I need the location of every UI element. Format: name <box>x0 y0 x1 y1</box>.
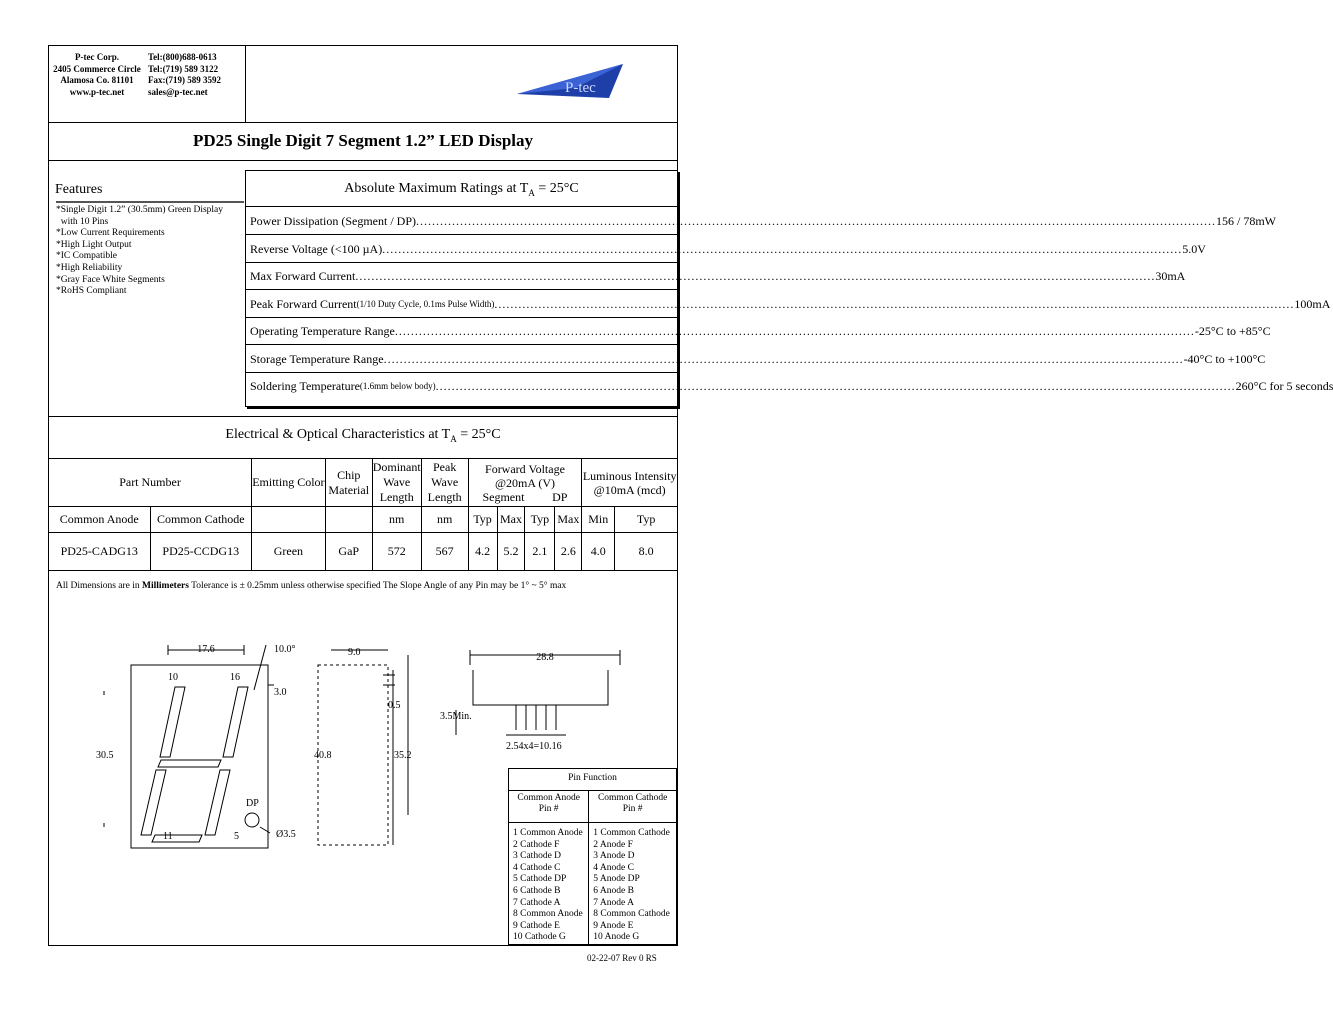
pin-anode-item: 1 Common Anode <box>513 828 583 838</box>
dim-angle: 10.0° <box>274 644 296 655</box>
eo-anode-part: PD25-CADG13 <box>49 533 151 571</box>
company-block <box>52 52 142 98</box>
eo-header-luminous <box>582 459 678 507</box>
pin-cathode-item: 5 Anode DP <box>593 874 640 885</box>
lum-condition: @10mA (mcd) <box>593 482 666 497</box>
ratings-heading-tail: = 25°C <box>534 181 579 196</box>
company-name: P-tec Corp. <box>75 52 119 62</box>
rating-value: 5.0V <box>1182 242 1206 256</box>
logo-text: P-tec <box>565 80 596 96</box>
pin-col-cathode-head <box>589 791 677 823</box>
pin-cathode-item: 3 Anode D <box>593 851 635 862</box>
dim-0-5: 0.5 <box>388 700 401 711</box>
eo-max-2: Max <box>555 507 582 533</box>
eo-max-1: Max <box>497 507 525 533</box>
rating-note: (1.6mm below body) <box>359 381 436 391</box>
rating-label: Operating Temperature Range <box>250 324 395 338</box>
rating-divider <box>245 234 678 235</box>
company-address-2: Alamosa Co. 81101 <box>60 75 134 86</box>
rating-leader-dots: ........................................................................................................................................................................................................ <box>383 352 1184 366</box>
eo-seg-typ: 4.2 <box>468 533 497 571</box>
dim-9-0: 9.0 <box>348 647 361 658</box>
rating-label: Power Dissipation (Segment / DP) <box>250 214 416 228</box>
eo-heading-sub: A <box>450 433 457 444</box>
rating-row <box>250 214 1276 229</box>
company-fax: Fax:(719) 589 3592 <box>148 75 221 86</box>
pin-cathode-list <box>589 823 677 945</box>
company-web[interactable]: www.p-tec.net <box>69 86 125 97</box>
eo-dp-typ: 2.1 <box>525 533 555 571</box>
eo-typ-1: Typ <box>468 507 497 533</box>
note-bold: Millimeters <box>142 581 189 591</box>
footer-revision: 02-22-07 Rev 0 RS <box>587 953 657 963</box>
ptec-logo <box>515 60 625 100</box>
title-rule <box>48 160 678 161</box>
note-pre: All Dimensions are in <box>56 581 143 591</box>
fv-condition: @20mA (V) <box>494 475 555 490</box>
ratings-heading-sub: A <box>528 187 535 198</box>
rating-label: Soldering Temperature <box>250 379 360 393</box>
feature-item: *High Reliability <box>56 262 123 273</box>
dim-3-5-min: 3.5Min. <box>440 711 472 722</box>
pin-cathode-item: 9 Anode E <box>593 920 634 931</box>
rating-label: Storage Temperature Range <box>250 352 384 366</box>
features-list <box>56 205 244 298</box>
eo-unit-nm-1: nm <box>372 507 421 533</box>
eo-header-emitting-color: Emitting Color <box>252 459 326 507</box>
dim-pin-11: 11 <box>163 831 173 842</box>
rating-row <box>250 269 1186 284</box>
rating-row <box>250 324 1271 339</box>
dim-pitch: 2.54x4=10.16 <box>506 741 562 752</box>
rating-leader-dots: ........................................................................................................................................................................................................ <box>355 269 1156 283</box>
rating-divider <box>245 289 678 290</box>
eo-peak-value: 567 <box>421 533 468 571</box>
rating-divider <box>245 372 678 373</box>
features-underline <box>56 201 244 203</box>
rating-divider <box>245 344 678 345</box>
rating-leader-dots: ........................................................................................................................................................................................................ <box>494 297 1295 311</box>
pin-anode-item: 4 Cathode C <box>513 862 561 873</box>
company-email[interactable]: sales@p-tec.net <box>148 86 208 97</box>
rating-leader-dots: ........................................................................................................................................................................................................ <box>382 242 1183 256</box>
rating-label: Max Forward Current <box>250 269 356 283</box>
eo-header-part-number: Part Number <box>49 459 252 507</box>
feature-item: *Single Digit 1.2” (30.5mm) Green Display <box>56 205 224 215</box>
pin-col-cathode-pin: Pin # <box>622 804 643 814</box>
rating-row <box>250 297 1331 312</box>
pin-col-anode-title: Common Anode <box>517 793 580 803</box>
eo-seg-max: 5.2 <box>497 533 525 571</box>
pin-anode-item: 3 Cathode D <box>513 851 562 862</box>
company-tel2: Tel:(719) 589 3122 <box>148 63 219 74</box>
eo-header-dominant: Dominant Wave Length <box>372 459 421 507</box>
pin-anode-item: 6 Cathode B <box>513 885 561 896</box>
eo-heading <box>48 427 678 444</box>
dim-width: 17.6 <box>197 644 215 655</box>
company-tel: Tel:(800)688-0613 <box>148 52 217 62</box>
pin-function-table <box>508 768 677 945</box>
eo-color: Green <box>252 533 326 571</box>
eo-common-anode: Common Anode <box>49 507 151 533</box>
rating-row <box>250 352 1266 367</box>
pin-anode-item: 8 Common Anode <box>513 909 583 920</box>
eo-common-cathode: Common Cathode <box>150 507 252 533</box>
rating-value: 30mA <box>1155 269 1186 283</box>
rating-row <box>250 379 1333 394</box>
dim-35-2: 35.2 <box>394 750 412 761</box>
eo-blank-2 <box>325 507 372 533</box>
ratings-heading <box>245 181 678 198</box>
pin-col-anode-pin: Pin # <box>538 804 559 814</box>
fv-dp: DP <box>552 489 568 504</box>
eo-header-peak: Peak Wave Length <box>421 459 468 507</box>
pin-anode-item: 10 Cathode G <box>513 932 566 943</box>
feature-item: *IC Compatible <box>56 251 117 262</box>
dim-28-8: 28.8 <box>536 652 554 663</box>
eo-lum-min: 4.0 <box>582 533 615 571</box>
pin-col-anode-head <box>509 791 589 823</box>
dim-dp: DP <box>246 798 259 809</box>
fv-subheads <box>469 490 582 504</box>
rating-value: -40°C to +100°C <box>1183 352 1266 366</box>
feature-item: *RoHS Compliant <box>56 286 127 297</box>
dim-pin-5: 5 <box>234 831 239 842</box>
pin-anode-item: 5 Cathode DP <box>513 874 567 885</box>
rating-leader-dots: ........................................................................................................................................................................................................ <box>435 379 1236 393</box>
company-address-1: 2405 Commerce Circle <box>53 63 141 74</box>
contact-block <box>148 52 248 98</box>
eo-dp-max: 2.6 <box>555 533 582 571</box>
dim-30-5: 30.5 <box>96 750 114 761</box>
eo-typ-3: Typ <box>615 507 678 533</box>
fv-title: Forward Voltage <box>485 461 565 476</box>
dim-3-0: 3.0 <box>274 687 287 698</box>
ratings-heading-text: Absolute Maximum Ratings at T <box>344 181 529 196</box>
feature-item: *Low Current Requirements <box>56 228 165 239</box>
header-rule <box>48 122 678 123</box>
pin-heading: Pin Function <box>509 769 677 791</box>
pin-cathode-item: 4 Anode C <box>593 862 634 873</box>
pin-anode-item: 2 Cathode F <box>513 839 560 850</box>
eo-table <box>48 458 678 571</box>
page-title: PD25 Single Digit 7 Segment 1.2” LED Display <box>192 131 534 150</box>
dim-pin-10: 10 <box>168 672 178 683</box>
eo-top-rule <box>48 416 678 417</box>
features-heading: Features <box>55 182 103 197</box>
eo-heading-text: Electrical & Optical Characteristics at T <box>225 427 451 442</box>
rating-label: Peak Forward Current <box>250 297 357 311</box>
pin-col-cathode-title: Common Cathode <box>597 793 668 803</box>
ratings-heading-rule <box>245 206 678 207</box>
feature-item: *High Light Output <box>56 239 132 250</box>
rating-value: -25°C to +85°C <box>1194 324 1271 338</box>
eo-header-forward-voltage <box>468 459 582 507</box>
eo-dominant-value: 572 <box>372 533 421 571</box>
rating-divider <box>245 317 678 318</box>
rating-label: Reverse Voltage (<100 µA) <box>250 242 383 256</box>
dimension-note <box>56 581 566 591</box>
feature-item: with 10 Pins <box>56 216 109 227</box>
rating-leader-dots: ........................................................................................................................................................................................................ <box>394 324 1195 338</box>
eo-unit-nm-2: nm <box>421 507 468 533</box>
pin-anode-item: 7 Cathode A <box>513 897 561 908</box>
eo-lum-typ: 8.0 <box>615 533 678 571</box>
eo-header-chip-material: Chip Material <box>325 459 372 507</box>
front-view-body <box>131 665 268 848</box>
rating-value: 260°C for 5 seconds <box>1235 379 1333 393</box>
pin-cathode-item: 1 Common Cathode <box>593 828 670 838</box>
eo-cathode-part: PD25-CCDG13 <box>150 533 252 571</box>
pin-anode-item: 9 Cathode E <box>513 920 560 931</box>
rating-divider <box>245 262 678 263</box>
pin-cathode-item: 10 Anode G <box>593 932 640 943</box>
eo-min: Min <box>582 507 615 533</box>
rating-leader-dots: ........................................................................................................................................................................................................ <box>416 214 1216 228</box>
pin-cathode-item: 6 Anode B <box>593 885 634 896</box>
dim-diameter: Ø3.5 <box>276 829 296 840</box>
dim-pin-16: 16 <box>230 672 240 683</box>
dim-40-8: 40.8 <box>314 750 332 761</box>
pin-cathode-item: 8 Common Cathode <box>593 909 670 920</box>
eo-chip: GaP <box>325 533 372 571</box>
eo-heading-tail: = 25°C <box>456 427 501 442</box>
fv-segment: Segment <box>482 489 525 504</box>
rating-row <box>250 242 1206 257</box>
eo-blank-1 <box>252 507 326 533</box>
pin-cathode-item: 2 Anode F <box>593 839 633 850</box>
eo-typ-2: Typ <box>525 507 555 533</box>
pin-cathode-item: 7 Anode A <box>593 897 634 908</box>
feature-item: *Gray Face White Segments <box>56 274 165 285</box>
rating-note: (1/10 Duty Cycle, 0.1ms Pulse Width) <box>356 299 495 309</box>
note-post: Tolerance is ± 0.25mm unless otherwise specified The Slope Angle of any Pin may be 1° ~ 5° max <box>188 581 567 591</box>
lum-title: Luminous Intensity <box>582 468 677 483</box>
rating-value: 100mA <box>1294 297 1331 311</box>
pin-anode-list <box>509 823 589 945</box>
rating-value: 156 / 78mW <box>1216 214 1276 228</box>
